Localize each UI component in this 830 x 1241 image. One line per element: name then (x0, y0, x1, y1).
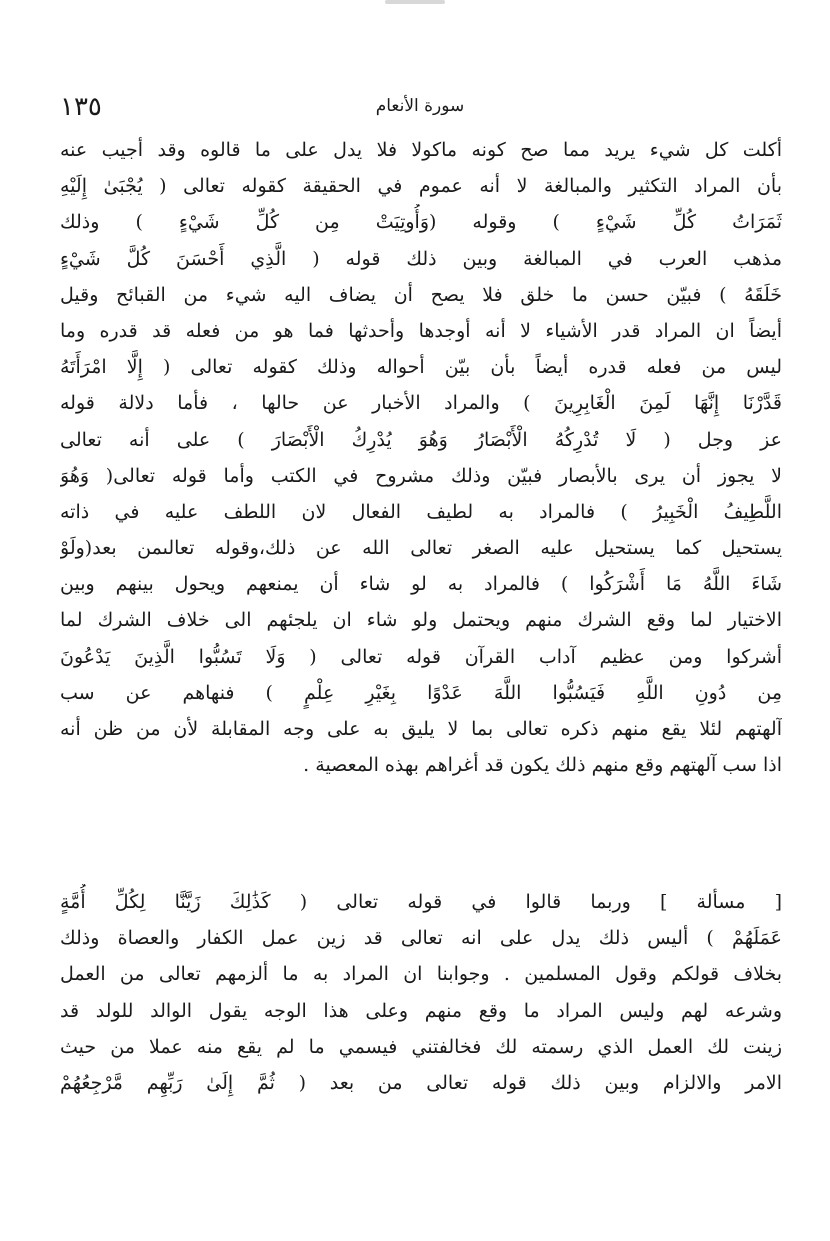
text-line: لا يجوز أن يرى بالأبصار فبيّن وذلك مشروح في الكتب وأما قوله تعالى( وَهُوَ (60, 464, 782, 487)
text-line: أيضاً ان المراد قدر الأشياء لا أنه أوجدها وأحدثها فما هو من فعله قد قدره وما (60, 319, 782, 342)
text-line: زينت لك العمل الذي رسمته لك فخالفتني فيسمي ما لم يقع منه عملا من حيث (60, 1035, 782, 1058)
text-line: وشرعه لهم وليس المراد ما وقع منهم وعلى هذا الوجه يقول الوالد للولد قد (60, 999, 782, 1022)
text-line: بأن المراد التكثير والمبالغة لا أنه عموم في الحقيقة كقوله تعالى ( يُجْبَىٰ إِلَيْهِ (60, 175, 782, 198)
text-line: الامر والالزام وبين ذلك قوله تعالى من بعد ( ثُمَّ إِلَىٰ رَبِّهِم مَّرْجِعُهُمْ (60, 1071, 782, 1094)
paragraph-1 (60, 132, 782, 783)
text-line: ليس من فعله قدره أيضاً بأن بيّن أحواله وذلك كقوله تعالى ( إِلَّا امْرَأَتَهُ (60, 356, 782, 379)
text-line: خَلَقَهُ ) فبيّن حسن ما خلق فلا يصح أن يضاف اليه شيء من القبائح وقيل (60, 283, 782, 306)
text-line: مِن دُونِ اللَّهِ فَيَسُبُّوا اللَّهَ عَدْوًا بِغَيْرِ عِلْمٍ ) فنهاهم عن سب (60, 681, 782, 704)
text-line: بخلاف قولكم وقول المسلمين . وجوابنا ان المراد به ما ألزمهم تعالى من العمل (60, 963, 782, 986)
text-line: الاختيار لما وقع الشرك منهم ويحتمل ولو شاء ان يلجئهم الى خلاف الشرك لما (60, 609, 782, 632)
text-line: اذا سب آلهتهم وقع منهم ذلك يكون قد أغراهم بهذه المعصية . (303, 754, 782, 777)
text-line: آلهتهم لئلا يقع منهم ذكره تعالى بما لا يليق به على وجه المقابلة لأن من ظن أنه (60, 718, 782, 740)
text-line: يستحيل كما يستحيل عليه الصغر تعالى الله عن ذلك،وقوله تعالىمن بعد(ولَوْ (60, 537, 782, 560)
text-line: عَمَلَهُمْ ) أليس ذلك يدل على انه تعالى قد زين عمل الكفار والعصاة وذلك (60, 927, 782, 950)
text-line: أكلت كل شيء يريد مما صح كونه ماكولا فلا يدل على ما قالوه وقد أجيب عنه (60, 139, 782, 161)
text-line: اللَّطِيفُ الْخَبِيرُ ) فالمراد به لطيف الفعال لان اللطف عليه في ذاته (60, 500, 782, 523)
text-line: قَدَّرْنَا إِنَّهَا لَمِنَ الْغَابِرِينَ ) والمراد الأخبار عن حالها ، فأما دلالة قوله (60, 392, 782, 415)
text-line: عز وجل ( لَا تُدْرِكُهُ الْأَبْصَارُ وَهُوَ يُدْرِكُ الْأَبْصَارَ ) على أنه تعالى (60, 428, 782, 451)
running-head (60, 92, 780, 126)
page-number: ١٣٥ (60, 92, 102, 122)
text-line: أشركوا ومن عظيم آداب القرآن قوله تعالى ( وَلَا تَسُبُّوا الَّذِينَ يَدْعُونَ (60, 645, 782, 668)
paragraph-2 (60, 884, 782, 1101)
text-line: مذهب العرب في المبالغة وبين ذلك قوله ( الَّذِي أَحْسَنَ كُلَّ شَيْءٍ (60, 247, 782, 270)
text-line: ثَمَرَاتُ كُلِّ شَيْءٍ ) وقوله (وَأُوتِيَتْ مِن كُلِّ شَيْءٍ ) وذلك (60, 211, 782, 234)
text-line: شَاءَ اللَّهُ مَا أَشْرَكُوا ) فالمراد به لو شاء أن يمنعهم ويحول بينهم وبين (60, 573, 782, 596)
text-line: [ مسألة ] وربما قالوا في قوله تعالى ( كَذَٰلِكَ زَيَّنَّا لِكُلِّ أُمَّةٍ (60, 891, 782, 913)
scan-edge-mark (385, 0, 445, 4)
surah-title: سورة الأنعام (375, 96, 465, 116)
